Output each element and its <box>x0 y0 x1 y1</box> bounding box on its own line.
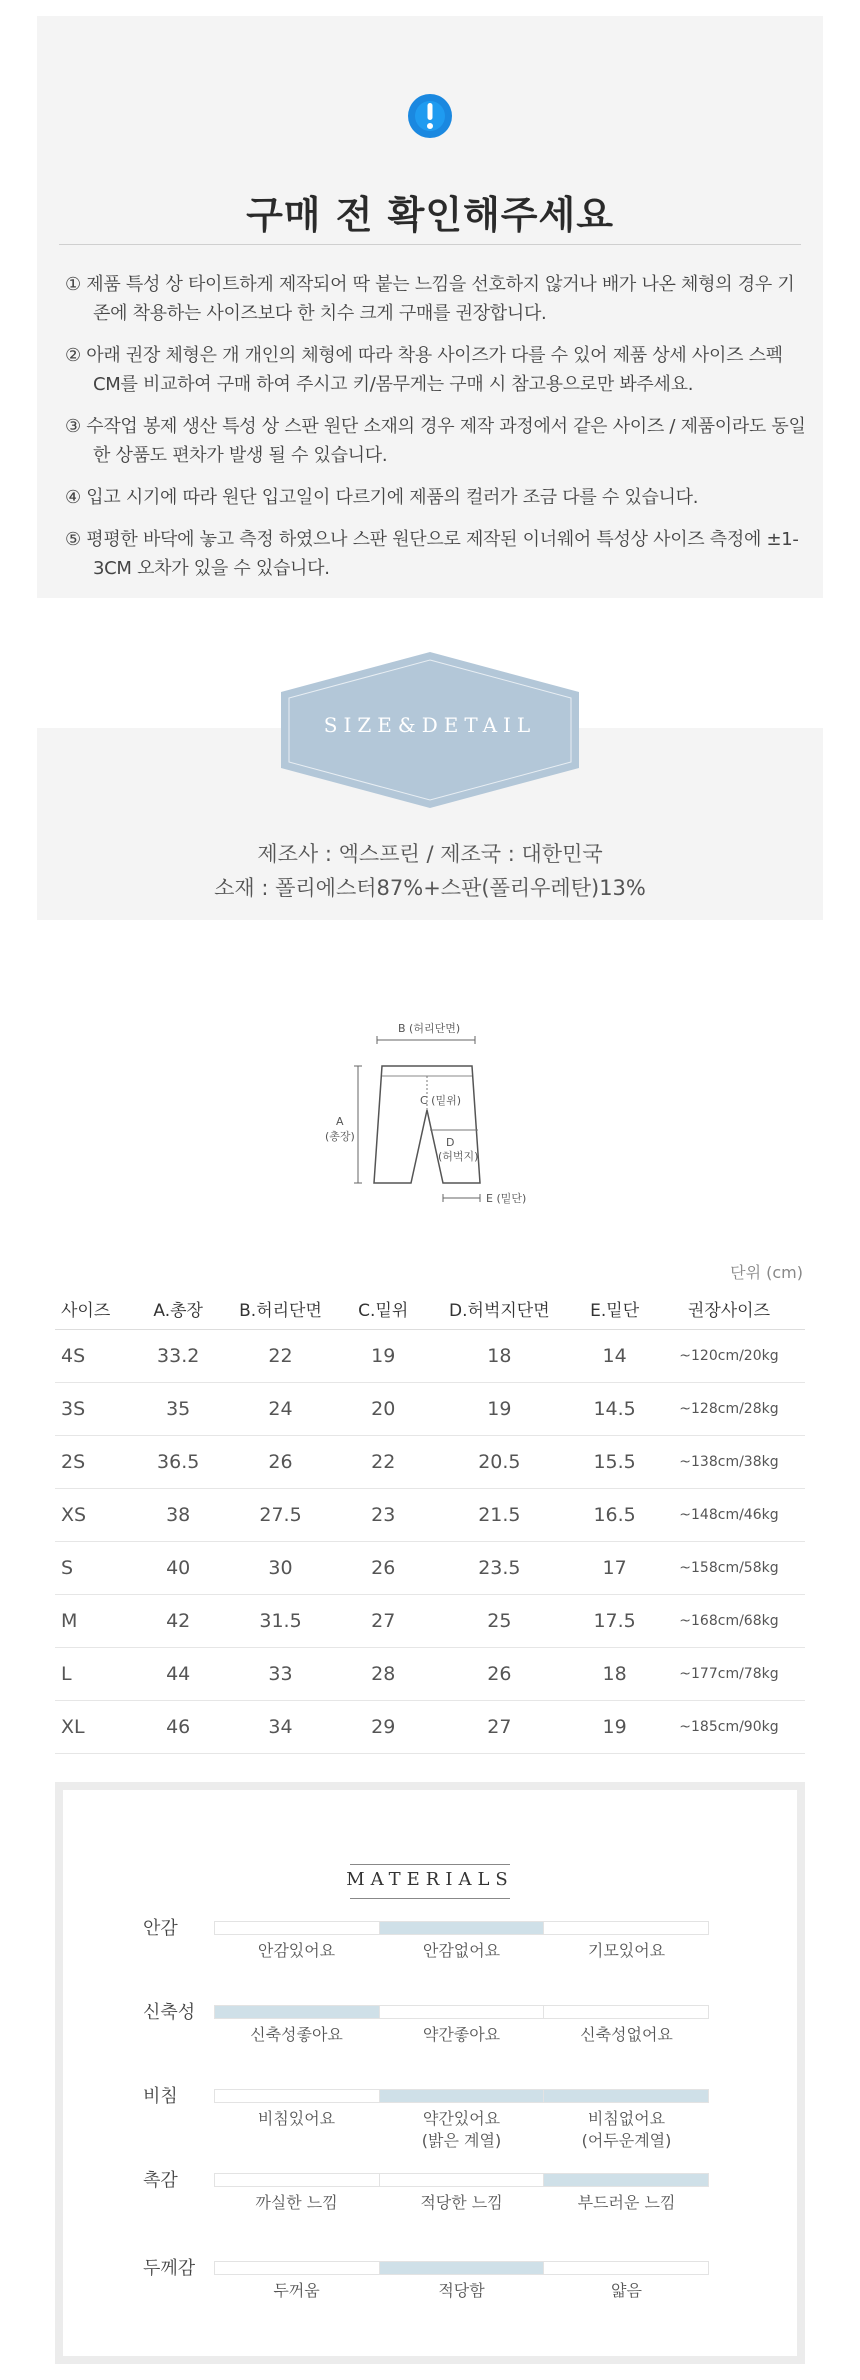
column-header: 권장사이즈 <box>653 1287 805 1330</box>
table-cell: 26 <box>217 1436 344 1489</box>
unit-label: 단위 (cm) <box>730 1263 803 1282</box>
notice-item: ① 제품 특성 상 타이트하게 제작되어 딱 붙는 느낌을 선호하지 않거나 배가 나온 체형의 경우 기존에 착용하는 사이즈보다 한 치수 크게 구매를 권장합니다. <box>65 274 795 324</box>
scale-segment <box>544 2262 708 2274</box>
maker-info: 제조사 : 엑스프린 / 제조국 : 대한민국 <box>257 842 603 866</box>
table-cell: M <box>55 1595 139 1648</box>
table-cell: 22 <box>217 1330 344 1383</box>
scale-segment <box>215 2090 380 2102</box>
scale-segment <box>380 2006 545 2018</box>
label-a-text: (총장) <box>325 1130 355 1143</box>
material-option: 두꺼움 <box>273 2281 320 2300</box>
materials-title: MATERIALS <box>346 1869 514 1890</box>
materials-box <box>55 1782 805 2364</box>
material-options <box>214 1940 709 1962</box>
table-cell: 27 <box>344 1595 422 1648</box>
table-cell: ~128cm/28kg <box>653 1383 805 1436</box>
column-header: 사이즈 <box>55 1287 139 1330</box>
column-header: C.밑위 <box>344 1287 422 1330</box>
measurement-diagram <box>320 1018 540 1218</box>
table-row <box>55 1489 805 1542</box>
table-cell: 23.5 <box>422 1542 576 1595</box>
purchase-notice-box <box>37 16 823 598</box>
material-name: 촉감 <box>143 2170 178 2191</box>
table-cell: 3S <box>55 1383 139 1436</box>
table-row <box>55 1648 805 1701</box>
material-name: 안감 <box>143 1918 178 1939</box>
scale-segment <box>544 1922 708 1934</box>
scale-segment <box>215 2262 380 2274</box>
table-cell: S <box>55 1542 139 1595</box>
table-cell: 46 <box>139 1701 216 1754</box>
material-row <box>63 1914 797 1974</box>
table-cell: ~148cm/46kg <box>653 1489 805 1542</box>
table-cell: XS <box>55 1489 139 1542</box>
divider <box>350 1898 510 1899</box>
table-row <box>55 1701 805 1754</box>
table-cell: 33 <box>217 1648 344 1701</box>
scale-segment-selected <box>380 2262 545 2274</box>
material-options <box>214 2108 709 2152</box>
table-cell: 19 <box>576 1701 653 1754</box>
material-option: 비침없어요 (어두운계열) <box>581 2109 672 2150</box>
table-cell: XL <box>55 1701 139 1754</box>
material-row <box>63 2254 797 2314</box>
material-name: 비침 <box>143 2086 178 2107</box>
table-cell: 25 <box>422 1595 576 1648</box>
material-option: 약간있어요 (밝은 계열) <box>421 2109 502 2150</box>
material-info: 소재 : 폴리에스터87%+스판(폴리우레탄)13% <box>214 876 646 900</box>
divider <box>350 1864 510 1865</box>
material-options <box>214 2280 709 2302</box>
table-cell: 26 <box>422 1648 576 1701</box>
table-cell: 18 <box>576 1648 653 1701</box>
material-name: 두께감 <box>143 2258 196 2279</box>
table-cell: 22 <box>344 1436 422 1489</box>
table-cell: ~185cm/90kg <box>653 1701 805 1754</box>
table-cell: 17.5 <box>576 1595 653 1648</box>
table-cell: 24 <box>217 1383 344 1436</box>
table-cell: 2S <box>55 1436 139 1489</box>
table-cell: 40 <box>139 1542 216 1595</box>
material-options <box>214 2024 709 2046</box>
material-option: 적당함 <box>438 2281 485 2300</box>
label-e: E (밑단) <box>486 1192 527 1205</box>
size-table <box>55 1287 805 1754</box>
table-cell: 19 <box>422 1383 576 1436</box>
label-b: B (허리단면) <box>398 1022 461 1035</box>
material-option: 까실한 느낌 <box>255 2193 338 2212</box>
table-cell: 4S <box>55 1330 139 1383</box>
scale-segment <box>380 2174 545 2186</box>
material-name: 신축성 <box>143 2002 196 2023</box>
material-option: 안감있어요 <box>257 1941 336 1960</box>
table-row <box>55 1330 805 1383</box>
material-row <box>63 1998 797 2058</box>
material-row <box>63 2166 797 2226</box>
column-header: E.밑단 <box>576 1287 653 1330</box>
table-row <box>55 1436 805 1489</box>
table-cell: 44 <box>139 1648 216 1701</box>
table-cell: 28 <box>344 1648 422 1701</box>
material-option: 얇음 <box>611 2281 642 2300</box>
table-cell: ~168cm/68kg <box>653 1595 805 1648</box>
table-cell: ~138cm/38kg <box>653 1436 805 1489</box>
label-a: A <box>336 1115 344 1128</box>
table-cell: 21.5 <box>422 1489 576 1542</box>
scale-segment-selected <box>215 2006 380 2018</box>
table-row <box>55 1542 805 1595</box>
table-cell: 33.2 <box>139 1330 216 1383</box>
notice-item: ② 아래 권장 체형은 개 개인의 체형에 따라 착용 사이즈가 다를 수 있어 제품 상세 사이즈 스펙 CM를 비교하여 구매 하여 주시고 키/몸무게는 구매 시 참고용으로만 봐주세요. <box>65 345 783 395</box>
material-row <box>63 2082 797 2150</box>
scale-segment-selected <box>380 2090 545 2102</box>
material-option: 적당한 느낌 <box>420 2193 503 2212</box>
table-cell: 30 <box>217 1542 344 1595</box>
notice-list <box>65 270 809 596</box>
label-c: C (밑위) <box>420 1094 462 1107</box>
table-cell: 31.5 <box>217 1595 344 1648</box>
table-cell: 35 <box>139 1383 216 1436</box>
table-cell: 36.5 <box>139 1436 216 1489</box>
material-options <box>214 2192 709 2214</box>
table-cell: 29 <box>344 1701 422 1754</box>
scale-segment-selected <box>380 1922 545 1934</box>
column-header: D.허벅지단면 <box>422 1287 576 1330</box>
table-cell: 18 <box>422 1330 576 1383</box>
table-row <box>55 1595 805 1648</box>
table-cell: 27 <box>422 1701 576 1754</box>
material-option: 약간좋아요 <box>422 2025 501 2044</box>
material-option: 신축성좋아요 <box>250 2025 343 2044</box>
material-scale-bar <box>214 2005 709 2019</box>
material-option: 비침있어요 <box>257 2109 336 2128</box>
material-scale-bar <box>214 2173 709 2187</box>
table-cell: 42 <box>139 1595 216 1648</box>
material-scale-bar <box>214 1921 709 1935</box>
material-option: 기모있어요 <box>587 1941 666 1960</box>
size-detail-label: SIZE&DETAIL <box>323 713 537 737</box>
label-d: D <box>446 1136 455 1149</box>
notice-item: ⑤ 평평한 바닥에 놓고 측정 하였으나 스판 원단으로 제작된 이너웨어 특성상 사이즈 측정에 ±1-3CM 오차가 있을 수 있습니다. <box>65 529 799 579</box>
scale-segment-selected <box>544 2174 708 2186</box>
table-cell: 38 <box>139 1489 216 1542</box>
table-cell: 26 <box>344 1542 422 1595</box>
table-cell: ~177cm/78kg <box>653 1648 805 1701</box>
table-header-row <box>55 1287 805 1330</box>
scale-segment <box>215 1922 380 1934</box>
notice-title: 구매 전 확인해주세요 <box>246 193 614 237</box>
notice-item: ③ 수작업 봉제 생산 특성 상 스판 원단 소재의 경우 제작 과정에서 같은 사이즈 / 제품이라도 동일한 상품도 편차가 발생 될 수 있습니다. <box>65 416 806 466</box>
table-cell: ~158cm/58kg <box>653 1542 805 1595</box>
material-scale-bar <box>214 2089 709 2103</box>
table-cell: ~120cm/20kg <box>653 1330 805 1383</box>
table-cell: 14.5 <box>576 1383 653 1436</box>
material-scale-bar <box>214 2261 709 2275</box>
material-option: 신축성없어요 <box>580 2025 673 2044</box>
table-cell: 15.5 <box>576 1436 653 1489</box>
scale-segment <box>215 2174 380 2186</box>
table-cell: 14 <box>576 1330 653 1383</box>
table-cell: 20.5 <box>422 1436 576 1489</box>
scale-segment-selected <box>544 2090 708 2102</box>
scale-segment <box>544 2006 708 2018</box>
table-cell: 17 <box>576 1542 653 1595</box>
column-header: B.허리단면 <box>217 1287 344 1330</box>
table-cell: 23 <box>344 1489 422 1542</box>
label-d-text: (허벅지) <box>438 1150 479 1163</box>
material-option: 안감없어요 <box>422 1941 501 1960</box>
divider <box>59 244 801 245</box>
exclamation-icon <box>407 93 453 139</box>
column-header: A.총장 <box>139 1287 216 1330</box>
table-cell: 16.5 <box>576 1489 653 1542</box>
table-cell: 20 <box>344 1383 422 1436</box>
table-cell: L <box>55 1648 139 1701</box>
material-option: 부드러운 느낌 <box>577 2193 676 2212</box>
table-cell: 19 <box>344 1330 422 1383</box>
table-cell: 27.5 <box>217 1489 344 1542</box>
notice-item: ④ 입고 시기에 따라 원단 입고일이 다르기에 제품의 컬러가 조금 다를 수 있습니다. <box>65 487 699 508</box>
table-row <box>55 1383 805 1436</box>
table-cell: 34 <box>217 1701 344 1754</box>
